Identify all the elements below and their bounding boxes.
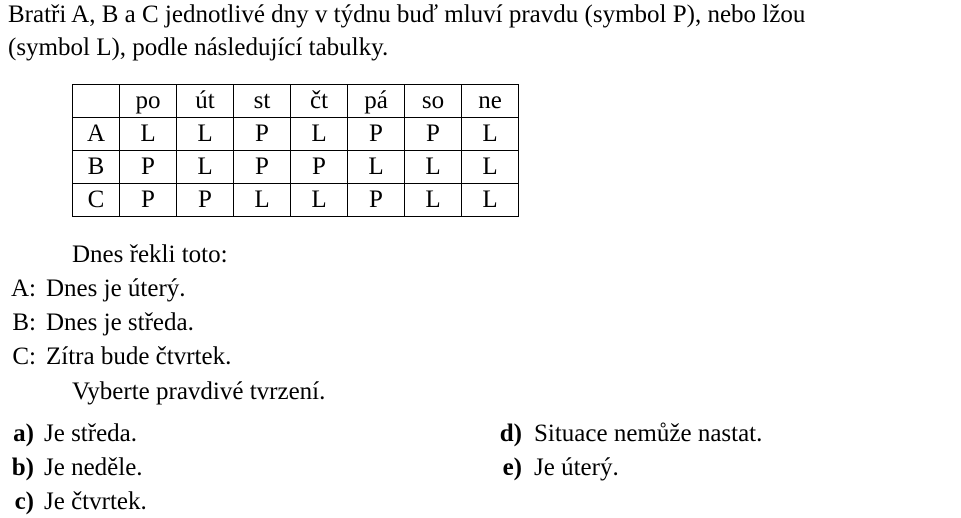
option-text: Je středa. [44, 420, 138, 447]
table-cell: P [234, 118, 291, 151]
statement-text: Dnes je úterý. [46, 275, 186, 302]
statement-text: Dnes je středa. [46, 309, 194, 336]
option-letter: e) [502, 454, 522, 481]
table-cell: L [462, 184, 519, 217]
option-letter: a) [13, 420, 34, 447]
intro-text-line-2: (symbol L), podle následující tabulky. [8, 34, 389, 61]
table-header-cell: ne [462, 85, 519, 118]
table-cell: L [291, 118, 348, 151]
table-cell: L [405, 151, 462, 184]
statement-label: C: [12, 343, 36, 370]
table-cell: L [462, 118, 519, 151]
table-cell: L [348, 151, 405, 184]
table-cell: L [234, 184, 291, 217]
statement-label: A: [11, 275, 36, 302]
statements-intro: Dnes řekli toto: [72, 241, 228, 268]
table-row-label: A [73, 118, 120, 151]
table-row [73, 151, 519, 184]
table-cell: P [291, 151, 348, 184]
statement-text: Zítra bude čtvrtek. [46, 343, 232, 370]
table-header-cell: út [177, 85, 234, 118]
table-cell: L [120, 118, 177, 151]
table-header-cell: po [120, 85, 177, 118]
table-cell: P [177, 184, 234, 217]
option-text: Situace nemůže nastat. [534, 420, 763, 447]
table-header-cell: pá [348, 85, 405, 118]
table-header-cell [73, 85, 120, 118]
table-cell: P [234, 151, 291, 184]
table-row-label: B [73, 151, 120, 184]
table-cell: L [177, 118, 234, 151]
option-letter: b) [11, 454, 34, 481]
table-cell: P [348, 118, 405, 151]
task-instruction: Vyberte pravdivé tvrzení. [72, 378, 326, 405]
table-header-cell: st [234, 85, 291, 118]
table-row-label: C [73, 184, 120, 217]
table-cell: L [177, 151, 234, 184]
table-row [73, 118, 519, 151]
option-text: Je neděle. [44, 454, 143, 481]
option-letter: d) [499, 420, 522, 447]
truth-table [72, 84, 519, 217]
table-header-cell: so [405, 85, 462, 118]
statement-label: B: [12, 309, 36, 336]
table-cell: P [348, 184, 405, 217]
table-cell: P [120, 151, 177, 184]
table-cell: L [291, 184, 348, 217]
table-cell: P [405, 118, 462, 151]
table-row [73, 184, 519, 217]
table-header-cell: čt [291, 85, 348, 118]
table-cell: L [462, 151, 519, 184]
option-text: Je čtvrtek. [44, 488, 147, 515]
intro-text-line-1: Bratři A, B a C jednotlivé dny v týdnu buď mluví pravdu (symbol P), nebo lžou [8, 1, 806, 28]
option-letter: c) [14, 488, 34, 515]
option-text: Je úterý. [534, 454, 619, 481]
table-cell: L [405, 184, 462, 217]
table-cell: P [120, 184, 177, 217]
table-header-row [73, 85, 519, 118]
